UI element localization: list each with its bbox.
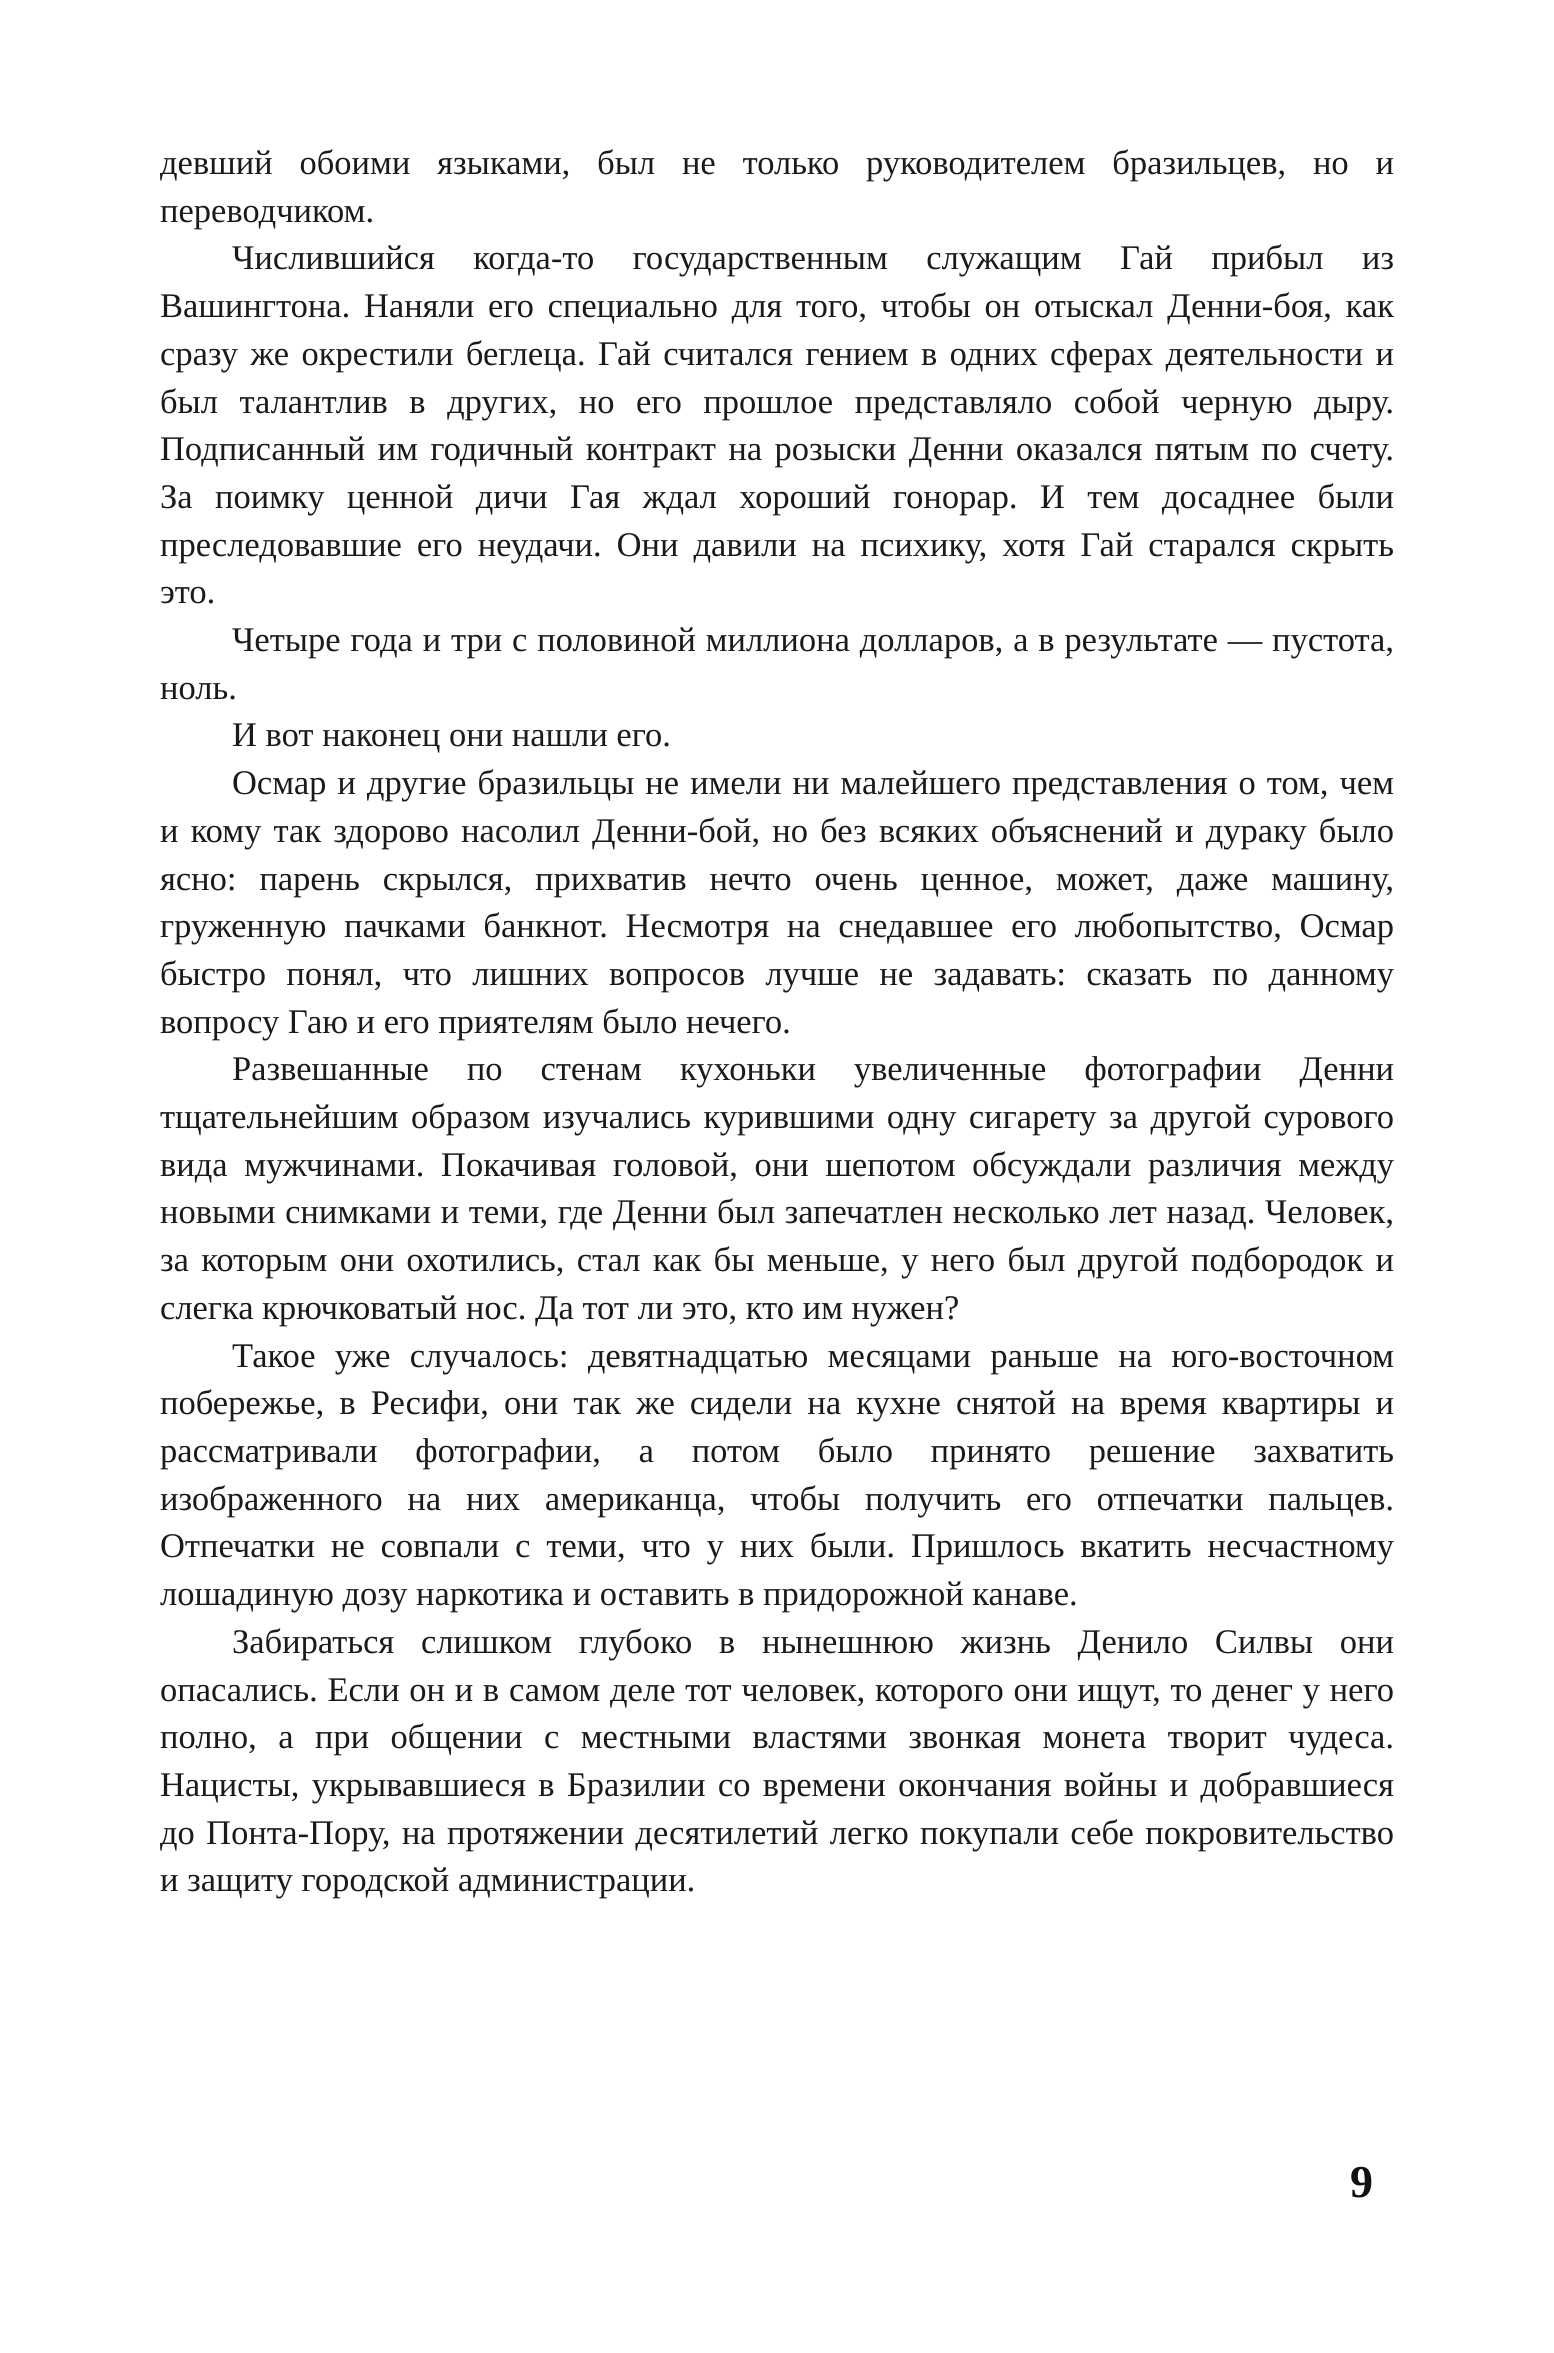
- paragraph-continuation: девший обоими языками, был не только руководителем бразильцев, но и переводчиком.: [160, 144, 1394, 230]
- paragraph: Числившийся когда-то государственным служащим Гай прибыл из Вашингтона. Наняли его специально для того, чтобы он отыскал Денни-боя, как сразу же окрестили беглеца. Гай считался гением в одних сферах деятельности и был талантлив в других, но его прошлое представляло собой черную дыру. Подписанный им годичный контракт на розыски Денни оказался пятым по счету. За поимку ценной дичи Гая ждал хороший гонорар. И тем досаднее были преследовавшие его неудачи. Они давили на психику, хотя Гай старался скрыть это.: [160, 239, 1394, 612]
- paragraph: И вот наконец они нашли его.: [232, 716, 671, 755]
- page-body: [160, 140, 1394, 1905]
- paragraph: Такое уже случалось: девятнадцатью месяцами раньше на юго-восточном побережье, в Ресифи, они так же сидели на кухне снятой на время квартиры и рассматривали фотографии, а потом было принято решение захватить изображенного на них американца, чтобы получить его отпечатки пальцев. Отпечатки не совпали с теми, что у них были. Пришлось вкатить несчастному лошадиную дозу наркотика и оставить в придорожной канаве.: [160, 1336, 1394, 1614]
- paragraph: Четыре года и три с половиной миллиона долларов, а в результате — пустота, ноль.: [160, 621, 1394, 707]
- paragraph: Осмар и другие бразильцы не имели ни малейшего представления о том, чем и кому так здорово насолил Денни-бой, но без всяких объяснений и дураку было ясно: парень скрылся, прихватив нечто очень ценное, может, даже машину, груженную пачками банкнот. Несмотря на снедавшее его любопытство, Осмар быстро понял, что лишних вопросов лучше не задавать: сказать по данному вопросу Гаю и его приятелям было нечего.: [160, 764, 1394, 1041]
- paragraph: Забираться слишком глубоко в нынешнюю жизнь Денило Силвы они опасались. Если он и в самом деле тот человек, которого они ищут, то денег у него полно, а при общении с местными властями звонкая монета творит чудеса. Нацисты, укрывавшиеся в Бразилии со времени окончания войны и добравшиеся до Понта-Пору, на протяжении десятилетий легко покупали себе покровительство и защиту городской администрации.: [160, 1622, 1394, 1900]
- page-number: 9: [1350, 2156, 1373, 2207]
- paragraph: Развешанные по стенам кухоньки увеличенные фотографии Денни тщательнейшим образом изучались курившими одну сигарету за другой сурового вида мужчинами. Покачивая головой, они шепотом обсуждали различия между новыми снимками и теми, где Денни был запечатлен несколько лет назад. Человек, за которым они охотились, стал как бы меньше, у него был другой подбородок и слегка крючковатый нос. Да тот ли это, кто им нужен?: [160, 1050, 1394, 1327]
